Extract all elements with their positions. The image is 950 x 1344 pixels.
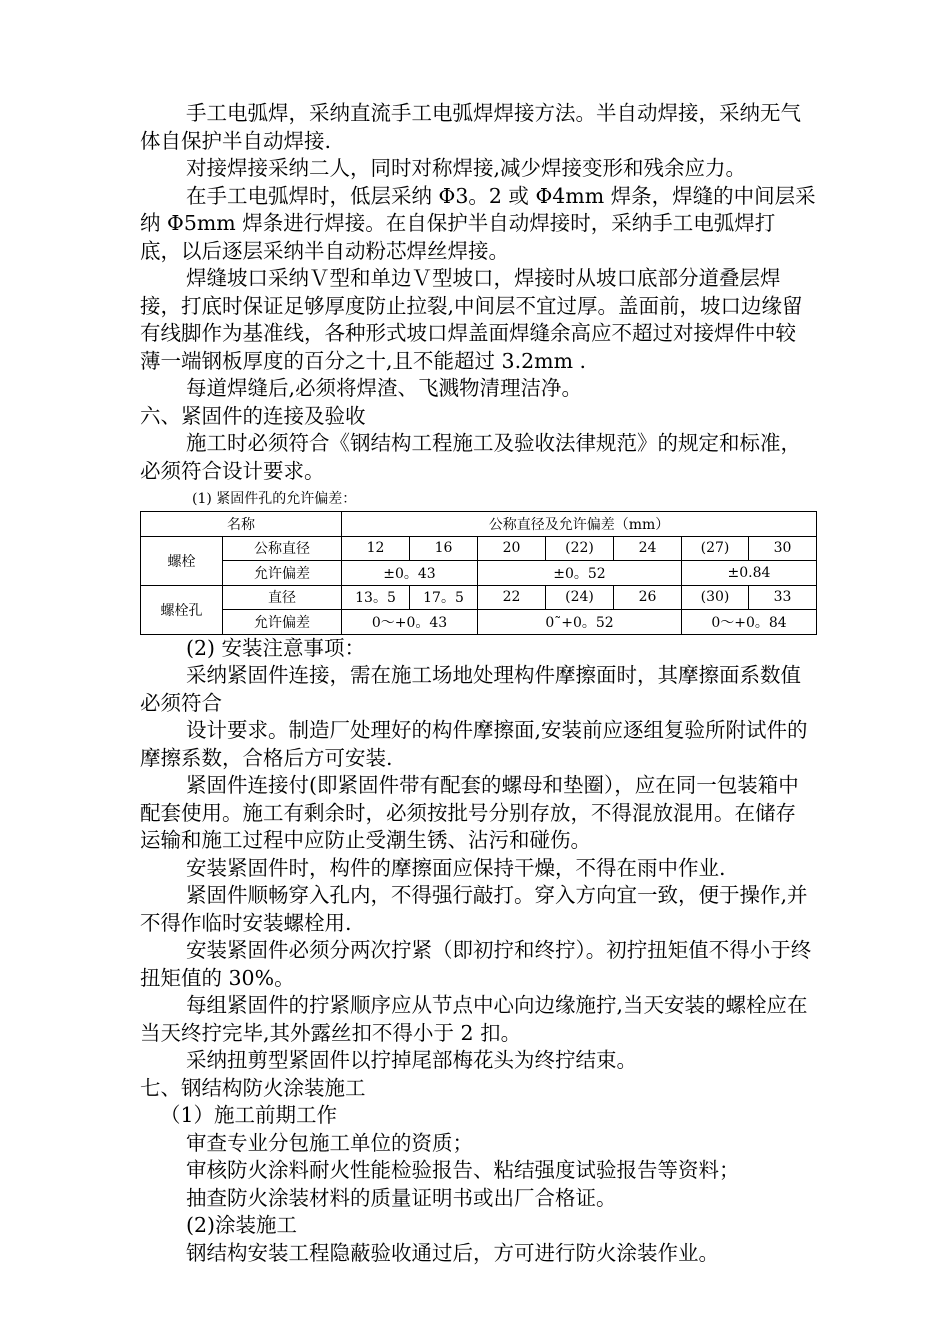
- table-row: [141, 561, 817, 586]
- document-body: [140, 100, 816, 1267]
- table-cell: ±0。43: [342, 561, 478, 586]
- fastener-paragraph-2: 采纳紧固件连接，需在施工场地处理构件摩擦面时，其摩擦面系数值必须符合: [140, 663, 801, 715]
- fastener-paragraph-7: 安装紧固件必须分两次拧紧（即初拧和终拧）。初拧扭矩值不得小于终扭矩值的 30%。: [140, 938, 812, 990]
- table-cell: 13。5: [342, 585, 410, 610]
- table-caption: (1) 紧固件孔的允许偏差：: [192, 491, 357, 507]
- tolerance-table: [140, 511, 817, 635]
- subsection-install-notes: (2) 安装注意事项：: [186, 635, 366, 660]
- table-row: [141, 585, 817, 610]
- weld-paragraph-2: 对接焊接采纳二人，同时对称焊接,减少焊接变形和残余应力。: [186, 156, 747, 180]
- table-cell: 33: [749, 585, 817, 610]
- table-cell: 17。5: [410, 585, 478, 610]
- subsection-coating: (2)涂装施工: [186, 1213, 298, 1237]
- row-label-hole: 螺栓孔: [141, 585, 223, 634]
- header-spec: 公称直径及允许偏差（mm）: [342, 512, 817, 537]
- fastener-paragraph-6: 紧固件顺畅穿入孔内，不得强行敲打。穿入方向宜一致，便于操作,并不得作临时安装螺栓用.: [140, 883, 808, 935]
- fastener-paragraph-1: 施工时必须符合《钢结构工程施工及验收法律规范》的规定和标准，必须符合设计要求。: [140, 431, 801, 483]
- weld-paragraph-4: 焊缝坡口采纳Ｖ型和单边Ｖ型坡口，焊接时从坡口底部分道叠层焊接，打底时保证足够厚度防止拉裂,中间层不宜过厚。盖面前，坡口边缘留有线脚作为基准线，各种形式坡口焊盖面焊缝余高应不超过对接焊件中较薄一端钢板厚度的百分之十,且不能超过 3.2mm .: [140, 266, 803, 373]
- table-cell: 12: [342, 536, 410, 561]
- fastener-paragraph-3: 设计要求。制造厂处理好的构件摩擦面,安装前应逐组复验所附试件的摩擦系数，合格后方可安装.: [140, 718, 808, 770]
- weld-paragraph-3: 在手工电弧焊时，低层采纳 Φ3。2 或 Φ4mm 焊条，焊缝的中间层采纳 Φ5mm 焊条进行焊接。在自保护半自动焊接时，采纳手工电弧焊打底，以后逐层采纳半自动粉芯焊丝焊接。: [140, 183, 816, 263]
- hole-diameter-label: 直径: [223, 585, 342, 610]
- table-cell: (24): [546, 585, 614, 610]
- table-cell: ±0。52: [478, 561, 682, 586]
- hole-tolerance-label: 允许偏差: [223, 610, 342, 635]
- row-label-bolt: 螺栓: [141, 536, 223, 585]
- fire-line-4: 钢结构安装工程隐蔽验收通过后，方可进行防火涂装作业。: [186, 1240, 719, 1265]
- subsection-preliminary-work: （1）施工前期工作: [160, 1103, 338, 1127]
- table-row: [141, 536, 817, 561]
- table-cell: 20: [478, 536, 546, 561]
- table-header-row: [141, 512, 817, 537]
- table-cell: 0˜+0。52: [478, 610, 682, 635]
- fire-line-3: 抽查防火涂装材料的质量证明书或出厂合格证。: [186, 1185, 617, 1210]
- table-row: [141, 610, 817, 635]
- weld-paragraph-5: 每道焊缝后,必须将焊渣、飞溅物清理洁净。: [186, 376, 583, 400]
- table-cell: (22): [546, 536, 614, 561]
- table-cell: 22: [478, 585, 546, 610]
- bolt-diameter-label: 公称直径: [223, 536, 342, 561]
- fastener-paragraph-8: 每组紧固件的拧紧顺序应从节点中心向边缘施拧,当天安装的螺栓应在当天终拧完毕,其外露丝扣不得小于 2 扣。: [140, 993, 808, 1045]
- table-cell: (27): [682, 536, 749, 561]
- fire-line-2: 审核防火涂料耐火性能检验报告、粘结强度试验报告等资料；: [186, 1158, 740, 1182]
- table-cell: (30): [682, 585, 749, 610]
- section-heading-fireproofing: 七、钢结构防火涂装施工: [140, 1075, 366, 1100]
- table-cell: 30: [749, 536, 817, 561]
- table-cell: 26: [614, 585, 682, 610]
- table-cell: 0～+0。84: [682, 610, 817, 635]
- fire-line-1: 审查专业分包施工单位的资质；: [186, 1130, 473, 1155]
- weld-paragraph-1: 手工电弧焊，采纳直流手工电弧焊焊接方法。半自动焊接，采纳无气体自保护半自动焊接.: [140, 101, 801, 153]
- fastener-paragraph-5: 安装紧固件时，构件的摩擦面应保持干燥，不得在雨中作业.: [186, 855, 726, 880]
- bolt-tolerance-label: 允许偏差: [223, 561, 342, 586]
- table-cell: 24: [614, 536, 682, 561]
- fastener-paragraph-9: 采纳扭剪型紧固件以拧掉尾部梅花头为终拧结束。: [186, 1048, 637, 1072]
- table-cell: 16: [410, 536, 478, 561]
- header-name: 名称: [141, 512, 342, 537]
- table-cell: ±0.84: [682, 561, 817, 586]
- table-cell: 0～+0。43: [342, 610, 478, 635]
- fastener-paragraph-4: 紧固件连接付(即紧固件带有配套的螺母和垫圈），应在同一包装箱中配套使用。施工有剩余时，必须按批号分别存放，不得混放混用。在储存运输和施工过程中应防止受潮生锈、沾污和碰伤。: [140, 773, 799, 852]
- section-heading-fasteners: 六、紧固件的连接及验收: [140, 403, 366, 428]
